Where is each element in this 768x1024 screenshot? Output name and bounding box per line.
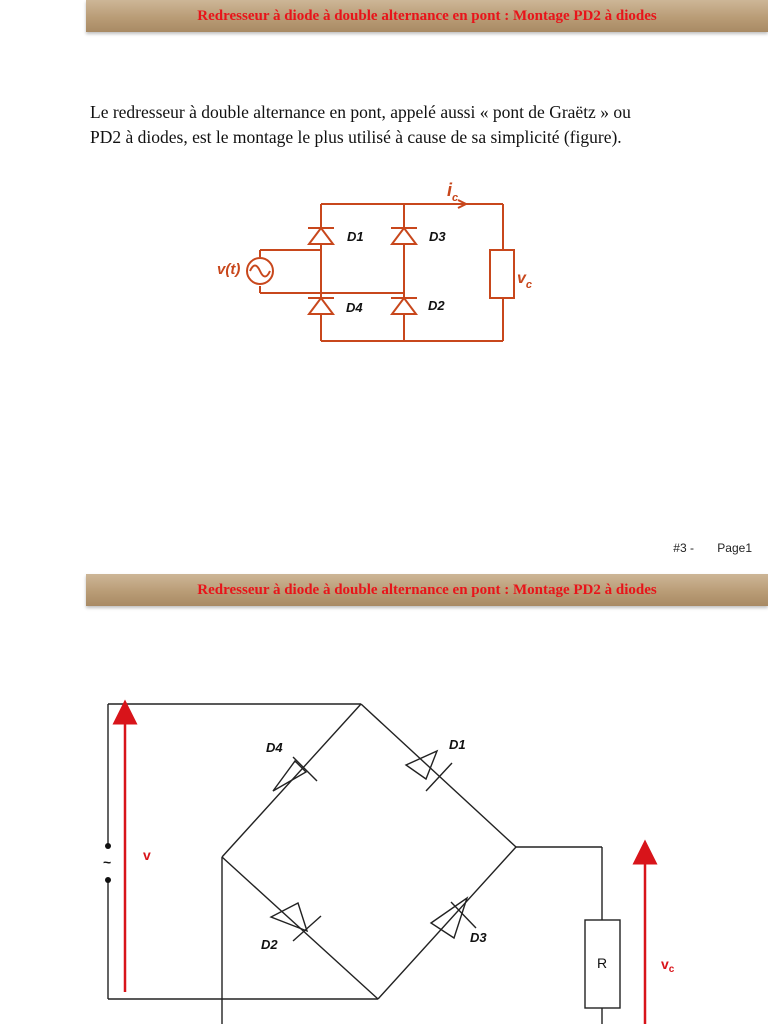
diode-label-d2: D2 — [428, 298, 445, 313]
intro-line-2: PD2 à diodes, est le montage le plus utilisé à cause de sa simplicité (figure). — [90, 127, 622, 147]
diode-d3 — [392, 228, 416, 244]
resistor-label: R — [597, 955, 608, 971]
slide-title-2: Redresseur à diode à double alternance en pont : Montage PD2 à diodes — [197, 581, 657, 598]
diode-d1 — [309, 228, 333, 244]
diode-label-d1: D1 — [347, 229, 364, 244]
slide-title: Redresseur à diode à double alternance en pont : Montage PD2 à diodes — [197, 7, 657, 24]
diode-label-d4: D4 — [346, 300, 363, 315]
ac-source-symbol: ~ — [103, 854, 112, 870]
page-number: Page1 — [717, 541, 752, 555]
slide-number: #3 - — [673, 541, 694, 555]
graetz-bridge-figure — [0, 170, 768, 360]
slide-2 — [0, 572, 768, 1024]
diode-d4 — [309, 298, 333, 314]
diode-d2 — [392, 298, 416, 314]
diode-label-d1-2: D1 — [449, 737, 466, 752]
diode-label-d4-2: D4 — [266, 740, 283, 755]
diamond-bridge-figure — [0, 572, 768, 1024]
slide-header — [86, 0, 768, 32]
slide-footer — [673, 541, 752, 555]
intro-line-1: Le redresseur à double alternance en pont, appelé aussi « pont de Graëtz » ou — [90, 102, 631, 122]
vc-label: $v_c$ — [661, 956, 675, 975]
load-voltage-label: $v_c$ — [517, 270, 533, 291]
source-label: v(t) — [217, 261, 241, 278]
v-label: v — [143, 847, 151, 863]
diode-label-d2-2: D2 — [261, 937, 278, 952]
diode-d3-2 — [431, 898, 467, 938]
diode-label-d3-2: D3 — [470, 930, 487, 945]
intro-paragraph — [90, 100, 730, 150]
current-label: $i_c$ — [447, 180, 459, 204]
diode-d1-2 — [406, 751, 437, 779]
diode-label-d3: D3 — [429, 229, 446, 244]
